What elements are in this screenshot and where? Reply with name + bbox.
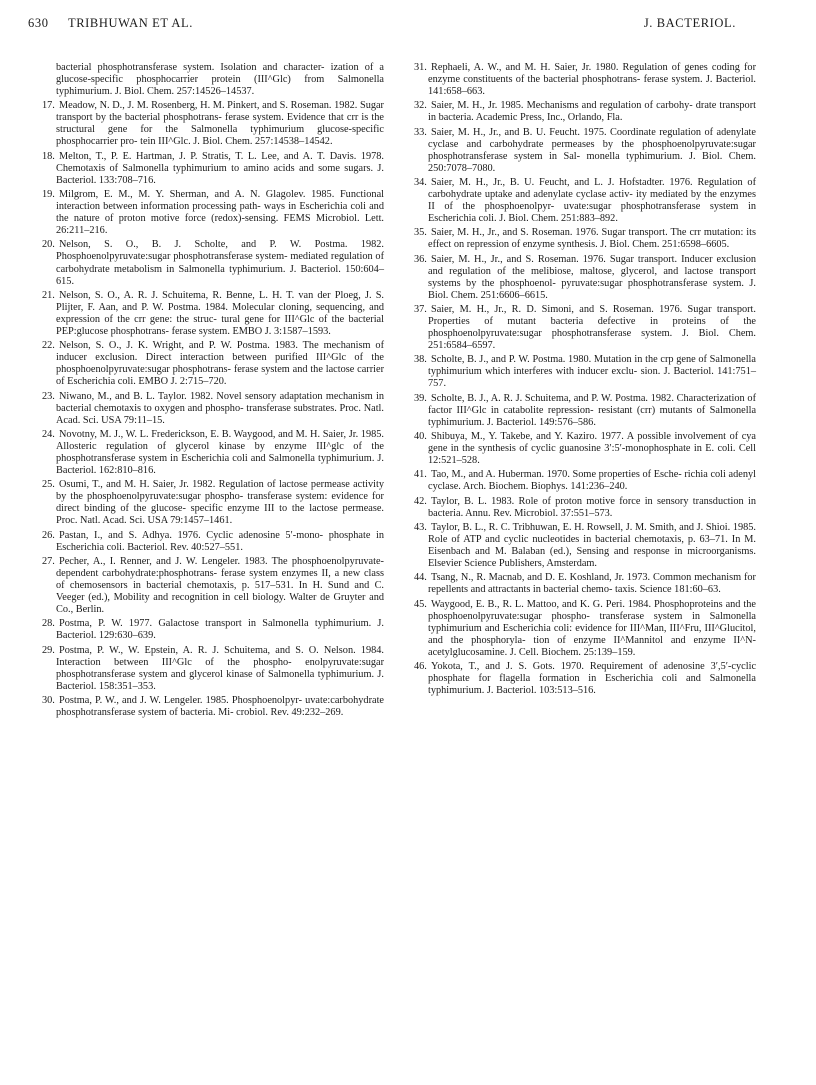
reference-entry [42, 340, 384, 388]
reference-line: of Salmonella typhimurium which interferes with inducer exclu- [428, 354, 756, 378]
reference-line: Osumi, T., and M. H. Saier, Jr. 1982. Regulation of lactose [59, 479, 308, 491]
reference-line: Functional interaction between information processing path- [56, 189, 384, 213]
reference-line: Taylor, B. L. 1983. Role of proton motive force in sensory [431, 495, 689, 507]
reference-number: 46. [414, 661, 427, 673]
reference-line: Pastan, I., and S. Adhya. 1976. Cyclic adenosine 5′-mono- [59, 529, 324, 541]
reference-line: Salmonella typhimurium glucose-specific phosphocarrier pro- [56, 124, 384, 148]
reference-line: of adenylate cyclase and carbohydrate permeases by the [428, 126, 756, 150]
reference-number: 34. [414, 176, 427, 188]
reference-line: Nelson, S. O., B. J. Scholte, and P. W. Postma. 1982. [59, 239, 384, 251]
reference-line: transferase substrates. Proc. Natl. Acad. Sci. USA 79:11–15. [56, 402, 384, 426]
reference-line: permease activity by the phosphoenolpyruvate:sugar phospho- [56, 479, 384, 503]
reference-line: mechanism in bacterial chemotaxis to oxygen and phospho- [56, 390, 385, 414]
reference-entry [414, 431, 756, 467]
reference-entry [42, 429, 384, 477]
reference-number: 37. [414, 304, 427, 316]
reference-line: Nelson, S. O., J. K. Wright, and P. W. Postma. 1983. The [59, 340, 319, 352]
reference-number: 31. [414, 62, 427, 73]
reference-line: coli: evidence for III^Man, III^Fru, III^Glucitol, and the phosphoryla- [428, 622, 756, 646]
reference-line: uvate:carbohydrate phosphotransferase system of bacteria. Mi- [56, 694, 384, 719]
reference-line: (ed.), Mobility and recognition in cell biology. Walter de [88, 592, 330, 604]
reference-line: Saier, M. H., Jr., B. U. Feucht, and L. J. Hofstadter. 1976. [431, 176, 693, 188]
reference-entry [42, 239, 384, 287]
reference-number: 24. [42, 428, 55, 440]
reference-line: crobiol. Rev. 49:232–269. [236, 707, 344, 719]
reference-line: Shibuya, M., Y. Takebe, and Y. Kaziro. 1977. A possible [431, 431, 671, 443]
reference-entry [42, 556, 384, 616]
reference-line: Postma, P. W. 1977. Galactose transport in Salmonella [59, 618, 309, 630]
reference-line: kinase of Salmonella typhimurium. J. Bacteriol. 158:351–353. [56, 668, 385, 692]
reference-line: mechanism for repellents and attractants in bacterial chemo- [428, 572, 756, 596]
reference-number: 35. [414, 227, 427, 239]
reference-number: 17. [42, 100, 55, 112]
reference-number: 21. [42, 289, 55, 301]
reference-line: mediated regulation of carbohydrate metabolism in Salmonella [56, 251, 385, 275]
reference-line: and Salmonella typhimurium. J. Bacteriol. 103:513–516. [428, 673, 756, 697]
reference-line: resistant (crr) mutants of Salmonella typhimurium. J. Bacteriol. [428, 404, 757, 428]
reference-line: involvement of cya gene in the synthesis of cyclic guanosine [428, 431, 756, 455]
running-authors: TRIBHUWAN ET AL. [68, 16, 193, 30]
reference-line: 3′:5′-monophosphate in E. coli. Cell 12:521–528. [428, 443, 756, 467]
reference-line: phosphate in Escherichia coli. Bacteriol. Rev. 40:527–551. [56, 529, 385, 553]
reference-line: 3′,5′-cyclic phosphate for flagella formation in Escherichia coli [428, 661, 757, 685]
reference-line: Postma, P. W., and J. W. Lengeler. 1985. Phosphoenolpyr- [59, 694, 302, 706]
reference-number: 43. [414, 521, 427, 533]
reference-line: pyruvate:sugar phosphotransferase system. J. Biol. Chem. [428, 277, 757, 301]
reference-line: taxis. Science 181:60–63. [614, 584, 721, 596]
reference-line: Saier, M. H., Jr., and S. Roseman. 1976. Sugar transport. The [431, 227, 687, 239]
reference-entry [414, 496, 756, 520]
reference-number: 42. [414, 495, 427, 507]
reference-number: 40. [414, 431, 427, 443]
reference-number: 39. [414, 392, 427, 404]
reference-entry [414, 599, 756, 659]
references-left-column [42, 62, 384, 721]
reference-line: Sci. USA 79:1457–1461. [129, 515, 233, 527]
reference-line: richia coli adenyl cyclase. Arch. Biochem. Biophys. [428, 469, 756, 493]
reference-entry [414, 127, 756, 175]
reference-line: specific enzyme III to the lactose permease. Proc. Natl. Acad. [56, 503, 384, 527]
reference-entry [414, 469, 756, 493]
reference-line: Publishers, Amsterdam. [498, 558, 598, 570]
reference-line: Salmonella typhimurium. J. Biol. Chem. 257:14526–14537. [56, 74, 384, 98]
reference-line: Davis. 1978. Chemotaxis of Salmonella typhimurium to amino [56, 150, 384, 174]
running-header [28, 10, 788, 34]
reference-line: tion of enzyme II^Mannitol and enzyme II^N-acetylglucosamine. J. Cell. [428, 634, 756, 658]
reference-entry [414, 227, 756, 251]
reference-line: tural gene for III^Glc of the bacterial PEP:glucose phosphotrans- [56, 313, 384, 337]
reference-line: Gruyter and Co., Berlin. [56, 592, 384, 616]
reference-line: transferase system: evidence for direct binding of the glucose- [56, 491, 384, 515]
reference-line: mechanism of inducer exclusion. Direct interaction between [56, 340, 384, 364]
reference-entry [414, 572, 756, 596]
reference-line: tein III^Glc. J. Biol. Chem. 257:14538–14542. [140, 136, 333, 148]
reference-entry [414, 393, 756, 429]
reference-number: 41. [414, 469, 427, 481]
reference-entry [42, 189, 384, 237]
reference-line: Saier, M. H., Jr., and S. Roseman. 1976. Sugar transport. [431, 253, 678, 265]
reference-line: 251:6606–6615. [480, 289, 548, 301]
reference-line: purified III^Glc of the phosphoenolpyruvate:sugar phosphotrans- [56, 352, 384, 376]
reference-line: 141:236–240. [570, 481, 628, 493]
reference-line: Inducer exclusion and regulation of the melibiose, maltose, [428, 253, 757, 277]
reference-line: enolpyruvate:sugar phosphotransferase system and glycerol [56, 656, 384, 680]
reference-line: Milgrom, E. M., M. Y. Sherman, and A. N. Glagolev. 1985. [59, 189, 335, 201]
reference-line: Tsang, N., R. Macnab, and D. E. Koshland, Jr. 1973. Common [431, 572, 692, 584]
reference-entry [414, 304, 756, 352]
reference-line: phosphoenolpyruvate-dependent carbohydrate:phosphotrans- [56, 555, 384, 579]
reference-line: 149:576–586. [538, 416, 596, 428]
reference-line: (redox)-sensing. FEMS Microbiol. Lett. 26:211–216. [56, 213, 385, 237]
reference-number: 23. [42, 390, 55, 402]
reference-entry [42, 151, 384, 187]
reference-line: Scholte, B. J., and P. W. Postma. 1980. Mutation in the crp gene [431, 354, 696, 366]
reference-line: Saier, M. H., Jr., R. D. Simoni, and S. Roseman. 1976. Sugar [431, 304, 712, 316]
reference-line: Biochem. 25:139–159. [541, 646, 636, 658]
reference-entry [42, 530, 384, 554]
reference-line: Scholte, B. J., A. R. J. Schuitema, and P. W. Postma. 1982. [431, 392, 674, 404]
reference-line: Biol. Chem. 251:6584–6597. [428, 328, 756, 352]
reference-line: chemotaxis, p. 63–71. In M. Eisenbach and M. Balaban (ed.), [428, 533, 756, 558]
reference-line: Phosphoenolpyruvate:sugar phosphotransferase system- [56, 251, 288, 263]
reference-line: Regulation of carbohydrate uptake and adenylate cyclase activ- [428, 176, 757, 201]
reference-line: Biol. Chem. 251:6598–6605. [609, 239, 730, 251]
reference-number: 20. [42, 239, 55, 251]
reference-entry [414, 100, 756, 124]
page-number: 630 [28, 16, 49, 30]
reference-line: Waygood, E. B., R. L. Mattoo, and K. G. Peri. 1984. [431, 598, 652, 610]
reference-line: Saier, M. H., Jr. 1985. Mechanisms and regulation of carbohy- [431, 100, 693, 112]
reference-line: enzyme III^glc of the phosphotransferase system in Escherichia [56, 440, 385, 464]
reference-line: coli and Salmonella typhimurium. J. Bacteriol. 162:810–816. [56, 452, 385, 476]
reference-line: J. 2:715–720. [170, 376, 227, 388]
reference-line: Phosphoproteins and the phosphoenolpyruvate:sugar phospho- [428, 598, 756, 622]
reference-line: drate transport in bacteria. Academic Press, Inc., Orlando, Fla. [428, 100, 756, 124]
reference-line: ferase system and the lactose carrier of Escherichia coli. EMBO [56, 364, 384, 388]
reference-line: J. Shioi. 1985. Role of ATP and cyclic nucleotides in bacterial [428, 521, 757, 545]
reference-line: ization of a glucose-specific phosphocarrier protein (III^Glc) from [56, 62, 384, 86]
reference-number: 25. [42, 479, 55, 491]
reference-line: ways in Escherichia coli and the nature of proton motive force [56, 201, 384, 225]
reference-entry [42, 479, 384, 527]
reference-line: Biol. Chem. 251:883–892. [508, 213, 618, 225]
reference-line: Tao, M., and A. Huberman. 1970. Some properties of Esche- [431, 469, 682, 481]
reference-line: coding for enzyme constituents of the bacterial phosphotrans- [428, 62, 757, 86]
reference-entry [414, 354, 756, 390]
reference-line: cloning, sequencing, and expression of the crr gene: the struc- [56, 301, 385, 325]
reference-line: Postma, P. W., W. Epstein, A. R. J. Schuitema, and S. O. [59, 644, 319, 656]
reference-line: transferase system in Salmonella typhimurium and Escherichia [428, 610, 756, 634]
reference-number: 36. [414, 253, 427, 265]
reference-line: Pecher, A., I. Renner, and J. W. Lengeler. 1983. The [59, 555, 288, 567]
reference-entry [414, 177, 756, 225]
reference-number: 26. [42, 529, 55, 541]
reference-entry [42, 645, 384, 693]
reference-line: acids and some sugars. J. Bacteriol. 133:708–716. [56, 162, 384, 186]
reference-line: uvate:sugar phosphotransferase system in Escherichia coli. J. [428, 201, 757, 225]
reference-number: 18. [42, 150, 55, 162]
reference-number: 28. [42, 618, 55, 630]
reference-line: Meadow, N. D., J. M. Rosenberg, H. M. Pinkert, and S. [59, 100, 288, 112]
reference-line: ferase system. EMBO J. 3:1587–1593. [171, 325, 331, 337]
reference-line: Saier, M. H., Jr., and B. U. Feucht. 1975. Coordinate regulation [431, 126, 701, 138]
reference-entry [42, 695, 384, 719]
reference-entry [414, 522, 756, 570]
reference-line: transport. Properties of mutant bacteria defective in proteins of [428, 304, 756, 328]
reference-line: ferase system. Evidence that crr is the structural gene for the [56, 112, 385, 136]
reference-entry [42, 290, 384, 338]
reference-line: phosphoenolpyruvate:sugar phosphotransferase system in Sal- [428, 138, 756, 162]
journal-name: J. BACTERIOL. [643, 16, 736, 30]
reference-number: 33. [414, 126, 427, 138]
reference-line: Sensing and response in microorganisms. Elsevier Science [428, 546, 757, 570]
reference-line: Niwano, M., and B. L. Taylor. 1982. Novel sensory adaptation [59, 390, 323, 402]
reference-entry [414, 254, 756, 302]
references-right-column [414, 62, 756, 699]
reference-entry [414, 62, 756, 98]
reference-line: sion. J. Bacteriol. 141:751–757. [428, 366, 757, 390]
reference-line: monella typhimurium. J. Biol. Chem. 250:7078–7080. [428, 150, 756, 174]
reference-line: ferase system enzymes II, a new class of chemosensors in [56, 567, 384, 591]
reference-line: Roseman. 1982. Sugar transport by the bacterial phosphotrans- [56, 100, 384, 124]
reference-number: 44. [414, 572, 427, 584]
reference-line: typhimurium. J. Bacteriol. 150:604–615. [56, 263, 384, 287]
reference-number: 22. [42, 340, 55, 352]
reference-line: Ploeg, J. S. Plijter, F. Aan, and P. W. Postma. 1984. Molecular [56, 289, 384, 313]
reference-line: Nelson, S. O., A. R. J. Schuitema, R. Benne, L. H. T. van der [59, 289, 331, 301]
reference-entry [42, 62, 384, 98]
reference-number: 32. [414, 100, 427, 112]
reference-entry [42, 100, 384, 148]
reference-line: ity mediated by the enzymes II of the phosphoenolpyr- [428, 189, 756, 213]
reference-line: glycerol, and lactose transport systems by the phosphoenol- [428, 265, 756, 289]
reference-number: 27. [42, 555, 55, 567]
reference-line: transduction in bacteria. Annu. Rev. Microbiol. 37:551–573. [428, 495, 756, 519]
reference-line: the phosphoenolpyruvate:sugar phosphotransferase system. J. [428, 316, 757, 340]
reference-line: bacterial chemotaxis, p. 517–531. In H. Sund and C. Veeger [56, 579, 385, 604]
reference-entry [414, 661, 756, 697]
reference-number: 45. [414, 598, 427, 610]
reference-line: ferase system. J. Bacteriol. 141:658–663. [428, 74, 756, 98]
reference-number: 19. [42, 189, 55, 201]
reference-line: Nelson. 1984. Interaction between III^Glc of the phospho- [56, 644, 384, 668]
reference-line: Rephaeli, A. W., and M. H. Saier, Jr. 1980. Regulation of genes [431, 62, 708, 73]
reference-number: 29. [42, 644, 55, 656]
reference-entry [42, 618, 384, 642]
reference-line: Melton, T., P. E. Hartman, J. P. Stratis, T. L. Lee, and A. T. [59, 150, 326, 162]
reference-number: 38. [414, 354, 427, 366]
reference-line: Yokota, T., and J. S. Gots. 1970. Requirement of adenosine [431, 661, 705, 673]
reference-line: Taylor, B. L., R. C. Tribhuwan, E. H. Rowsell, J. M. Smith, and [431, 521, 695, 533]
reference-line: typhimurium. J. Bacteriol. 129:630–639. [56, 618, 385, 642]
reference-line: Saier, Jr. 1985. Allosteric regulation of glycerol kinase by [56, 428, 385, 452]
reference-number: 30. [42, 694, 55, 706]
reference-entry [42, 391, 384, 427]
reference-line: bacterial phosphotransferase system. Isolation and character- [56, 62, 325, 73]
reference-line: Characterization of factor III^Glc in catabolite repression- [428, 392, 757, 416]
reference-line: crr mutation: its effect on repression of enzyme synthesis. J. [428, 227, 756, 251]
reference-line: Novotny, M. J., W. L. Frederickson, E. B. Waygood, and M. H. [59, 428, 321, 440]
